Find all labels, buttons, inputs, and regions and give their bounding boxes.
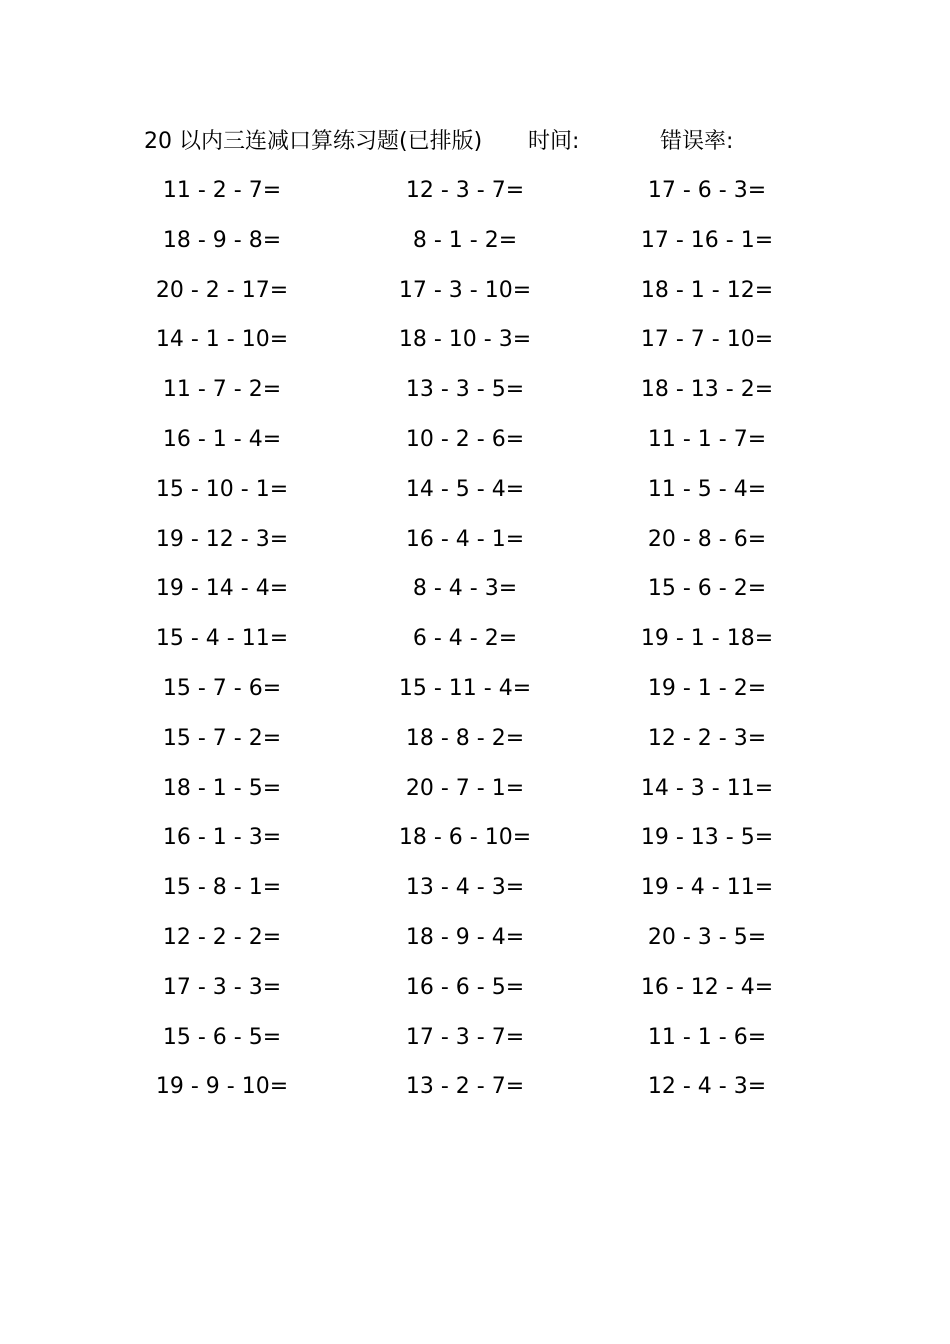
problem-item: 18 - 9 - 4= [405, 924, 525, 950]
problem-item: 19 - 14 - 4= [155, 576, 289, 602]
problem-grid [0, 168, 950, 1114]
problem-row [0, 417, 950, 467]
problem-item: 16 - 1 - 3= [162, 825, 282, 851]
problem-item: 17 - 7 - 10= [640, 327, 774, 353]
problem-row [0, 1015, 950, 1065]
problem-row [0, 467, 950, 517]
problem-item: 12 - 3 - 7= [405, 178, 525, 203]
problem-item: 11 - 7 - 2= [162, 377, 282, 403]
problem-item: 11 - 2 - 7= [162, 178, 282, 203]
problem-item: 17 - 3 - 3= [162, 974, 282, 1000]
problem-row [0, 218, 950, 268]
problem-row [0, 268, 950, 318]
problem-row [0, 367, 950, 417]
problem-item: 8 - 1 - 2= [412, 227, 518, 253]
problem-item: 19 - 13 - 5= [640, 825, 774, 851]
problem-item: 15 - 7 - 6= [162, 675, 282, 701]
problem-item: 16 - 4 - 1= [405, 526, 525, 552]
problem-item: 19 - 1 - 2= [647, 675, 767, 701]
problem-item: 18 - 8 - 2= [405, 725, 525, 751]
problem-item: 16 - 1 - 4= [162, 426, 282, 452]
problem-row [0, 666, 950, 716]
problem-item: 18 - 1 - 5= [162, 775, 282, 801]
problem-item: 16 - 6 - 5= [405, 974, 525, 1000]
problem-item: 19 - 9 - 10= [155, 1074, 289, 1100]
problem-item: 12 - 4 - 3= [647, 1074, 767, 1100]
problem-item: 8 - 4 - 3= [412, 576, 518, 602]
problem-item: 15 - 10 - 1= [155, 476, 289, 502]
problem-row [0, 168, 950, 218]
problem-item: 19 - 1 - 18= [640, 626, 774, 652]
problem-item: 11 - 5 - 4= [647, 476, 767, 502]
problem-item: 20 - 2 - 17= [155, 277, 289, 303]
problem-item: 17 - 6 - 3= [647, 178, 767, 203]
problem-item: 19 - 12 - 3= [155, 526, 289, 552]
problem-item: 6 - 4 - 2= [412, 626, 518, 652]
problem-item: 13 - 2 - 7= [405, 1074, 525, 1100]
problem-item: 15 - 6 - 5= [162, 1024, 282, 1050]
problem-item: 12 - 2 - 2= [162, 924, 282, 950]
problem-item: 15 - 4 - 11= [155, 626, 289, 652]
problem-item: 11 - 1 - 6= [647, 1024, 767, 1050]
problem-row [0, 965, 950, 1015]
problem-item: 16 - 12 - 4= [640, 974, 774, 1000]
problem-item: 13 - 4 - 3= [405, 875, 525, 901]
problem-item: 18 - 6 - 10= [398, 825, 532, 851]
worksheet-title: 20 以内三连减口算练习题(已排版) [144, 129, 483, 154]
problem-row [0, 716, 950, 766]
problem-item: 15 - 8 - 1= [162, 875, 282, 901]
problem-item: 11 - 1 - 7= [647, 426, 767, 452]
problem-item: 18 - 9 - 8= [162, 227, 282, 253]
problem-row [0, 865, 950, 915]
problem-row [0, 616, 950, 666]
problem-item: 14 - 3 - 11= [640, 775, 774, 801]
problem-item: 10 - 2 - 6= [405, 426, 525, 452]
problem-row [0, 317, 950, 367]
problem-item: 17 - 3 - 10= [398, 277, 532, 303]
problem-row [0, 766, 950, 816]
problem-item: 15 - 7 - 2= [162, 725, 282, 751]
time-label: 时间: [528, 129, 580, 154]
problem-item: 18 - 1 - 12= [640, 277, 774, 303]
error-rate-label: 错误率: [660, 129, 734, 154]
problem-item: 14 - 1 - 10= [155, 327, 289, 353]
problem-row [0, 566, 950, 616]
problem-item: 20 - 3 - 5= [647, 924, 767, 950]
problem-row [0, 915, 950, 965]
problem-item: 13 - 3 - 5= [405, 377, 525, 403]
problem-item: 14 - 5 - 4= [405, 476, 525, 502]
problem-item: 19 - 4 - 11= [640, 875, 774, 901]
worksheet-header [144, 124, 864, 160]
problem-item: 18 - 13 - 2= [640, 377, 774, 403]
problem-item: 20 - 8 - 6= [647, 526, 767, 552]
problem-item: 17 - 3 - 7= [405, 1024, 525, 1050]
problem-item: 12 - 2 - 3= [647, 725, 767, 751]
problem-item: 15 - 11 - 4= [398, 675, 532, 701]
problem-item: 15 - 6 - 2= [647, 576, 767, 602]
problem-row [0, 1064, 950, 1114]
problem-item: 18 - 10 - 3= [398, 327, 532, 353]
problem-item: 20 - 7 - 1= [405, 775, 525, 801]
problem-row [0, 517, 950, 567]
problem-row [0, 815, 950, 865]
problem-item: 17 - 16 - 1= [640, 227, 774, 253]
